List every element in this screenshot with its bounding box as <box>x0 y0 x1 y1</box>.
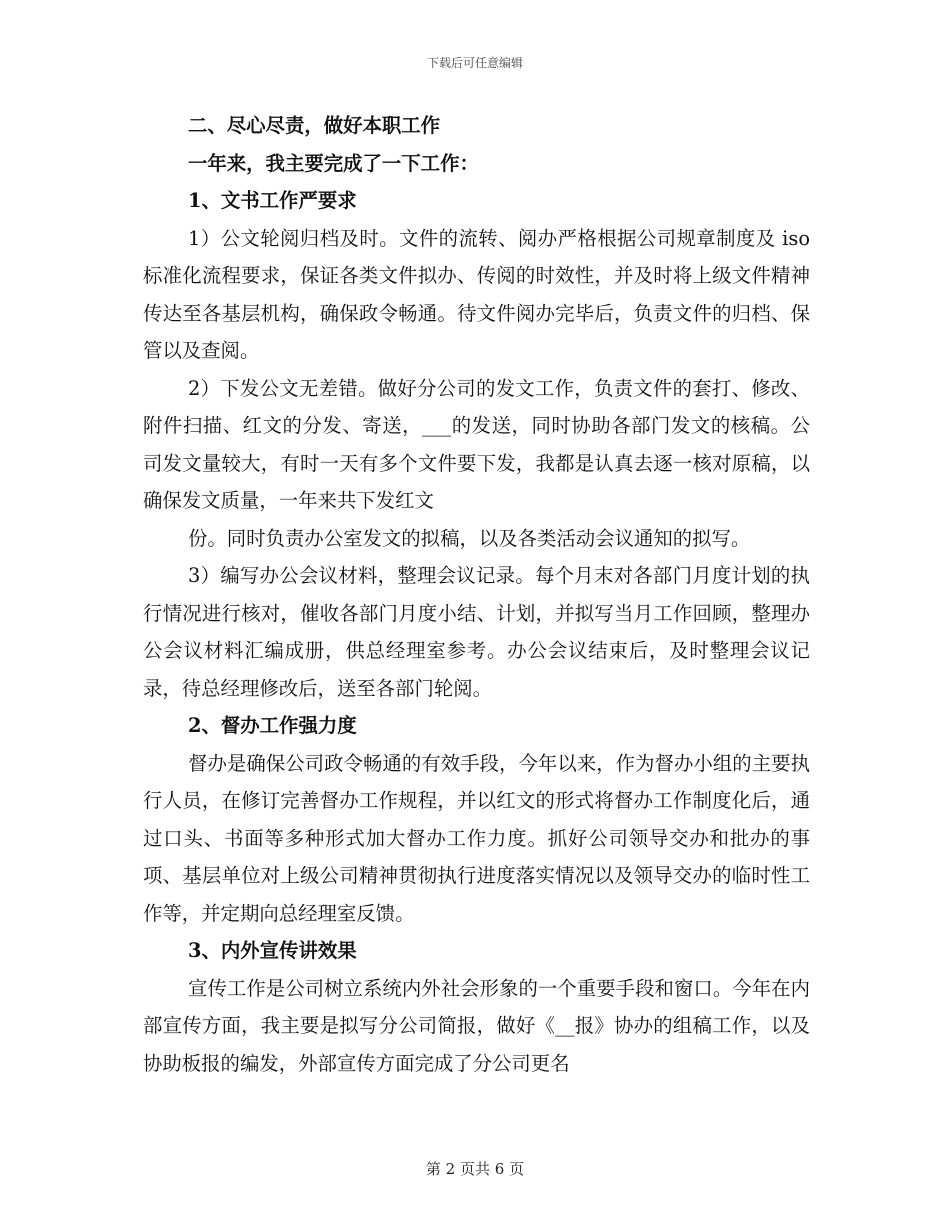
main-heading: 二、尽心尽责，做好本职工作 <box>188 114 441 137</box>
page-header: 下载后可任意编辑 <box>426 56 523 70</box>
document-body <box>143 107 810 1082</box>
section-1-title: 1、文书工作严要求 <box>188 189 357 212</box>
paragraph-4: 督办是确保公司政令畅通的有效手段，今年以来，作为督办小组的主要执行人员，在修订完善督办工作规程，并以红文的形式将督办工作制度化后，通过口头、书面等多种形式加大督办工作力度。抓好公司领导交办和批办的事项、基层单位对上级公司精神贯彻执行进度落实情况以及领导交办的临时性工作等，并定期向总经理室反馈。 <box>143 751 810 925</box>
page-footer: 第 2 页共 6 页 <box>425 1160 525 1178</box>
section-3-title: 3、内外宣传讲效果 <box>188 939 357 962</box>
paragraph-3: 3）编写办公会议材料，整理会议记录。每个月末对各部门月度计划的执行情况进行核对，催收各部门月度小结、计划，并拟写当月工作回顾，整理办公会议材料汇编成册，供总经理室参考。办公会议结束后，及时整理会议记录，待总经理修改后，送至各部门轮阅。 <box>143 564 810 700</box>
paragraph-5: 宣传工作是公司树立系统内外社会形象的一个重要手段和窗口。今年在内部宣传方面，我主要是拟写分公司简报，做好《__报》协办的组稿工作，以及协助板报的编发，外部宣传方面完成了分公司更名 <box>143 976 810 1075</box>
paragraph-2-continuation: 份。同时负责办公室发文的拟稿，以及各类活动会议通知的拟写。 <box>188 526 751 550</box>
section-2-title: 2、督办工作强力度 <box>188 714 357 737</box>
intro-heading: 一年来，我主要完成了一下工作： <box>188 151 479 175</box>
paragraph-1: 1）公文轮阅归档及时。文件的流转、阅办严格根据公司规章制度及 iso 标准化流程要求，保证各类文件拟办、传阅的时效性，并及时将上级文件精神传达至各基层机构，确保政令畅通。待文件阅办完毕后，负责文件的归档、保管以及查阅。 <box>143 226 810 362</box>
paragraph-2: 2）下发公文无差错。做好分公司的发文工作，负责文件的套打、修改、附件扫描、红文的分发、寄送，___的发送，同时协助各部门发文的核稿。公司发文量较大，有时一天有多个文件要下发，我都是认真去逐一核对原稿，以确保发文质量，一年来共下发红文 <box>143 376 810 512</box>
